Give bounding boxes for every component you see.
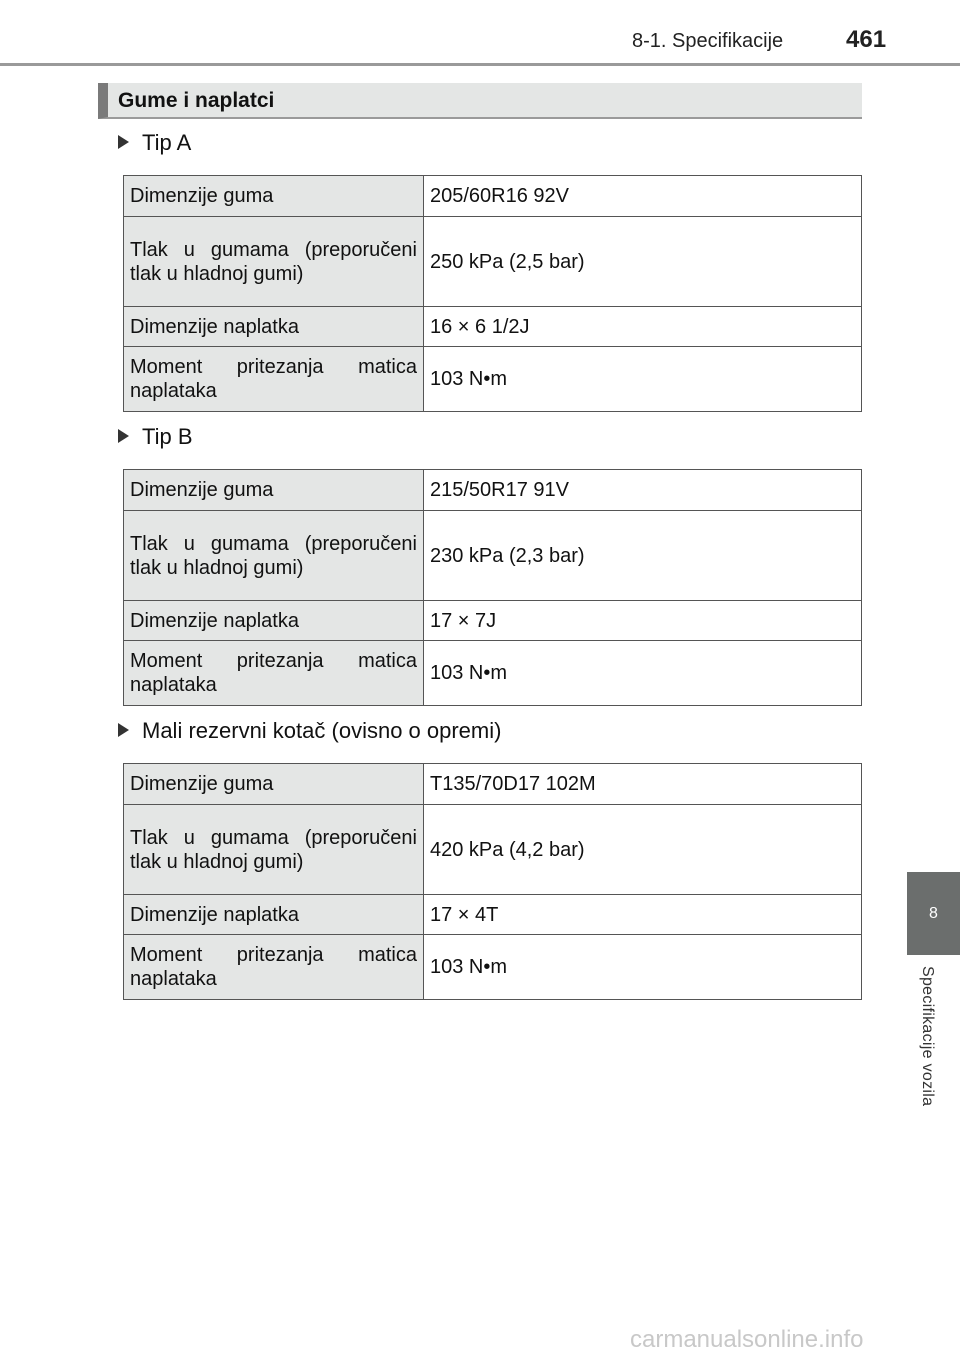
row-value: 17 × 4T — [424, 895, 862, 935]
page-number: 461 — [846, 26, 887, 53]
row-label: Dimenzije guma — [124, 176, 424, 217]
table-row — [124, 470, 862, 511]
table-row — [124, 764, 862, 805]
row-label: Dimenzije guma — [124, 470, 424, 511]
table-row — [124, 176, 862, 217]
row-value: 103 N•m — [424, 641, 862, 706]
table-row — [124, 895, 862, 935]
table-row — [124, 641, 862, 706]
row-label: Tlak u gumama (preporučeni tlak u hladnoj gumi) — [124, 805, 424, 895]
arrow-right-icon — [118, 723, 129, 737]
table-row — [124, 935, 862, 1000]
header-rule — [0, 63, 960, 66]
spec-table-spare-wheel — [123, 763, 862, 1000]
table-row — [124, 307, 862, 347]
row-label: Moment pritezanja matica naplataka — [124, 347, 424, 412]
row-value: 215/50R17 91V — [424, 470, 862, 511]
row-value: 103 N•m — [424, 347, 862, 412]
row-value: 103 N•m — [424, 935, 862, 1000]
section-heading — [98, 83, 862, 119]
table-row — [124, 217, 862, 307]
row-value: 230 kPa (2,3 bar) — [424, 511, 862, 601]
section-heading-text: Gume i naplatci — [118, 89, 275, 112]
row-label: Dimenzije naplatka — [124, 307, 424, 347]
spec-table-tip-b — [123, 469, 862, 706]
chapter-tab[interactable] — [907, 872, 960, 955]
watermark: carmanualsonline.info — [630, 1326, 864, 1353]
table-row — [124, 805, 862, 895]
subheading-label: Tip B — [142, 424, 193, 449]
row-value: 16 × 6 1/2J — [424, 307, 862, 347]
row-value: 250 kPa (2,5 bar) — [424, 217, 862, 307]
subheading-label: Mali rezervni kotač (ovisno o opremi) — [142, 718, 502, 743]
row-label: Moment pritezanja matica naplataka — [124, 641, 424, 706]
row-value: 17 × 7J — [424, 601, 862, 641]
row-label: Dimenzije guma — [124, 764, 424, 805]
row-label: Dimenzije naplatka — [124, 895, 424, 935]
chapter-tab-label: Specifikacije vozila — [919, 966, 936, 1107]
arrow-right-icon — [118, 135, 129, 149]
row-value: 420 kPa (4,2 bar) — [424, 805, 862, 895]
row-value: T135/70D17 102M — [424, 764, 862, 805]
subheading-tip-a — [118, 130, 191, 156]
chapter-tab-number: 8 — [929, 904, 938, 922]
subheading-tip-b — [118, 424, 193, 450]
row-label: Moment pritezanja matica naplataka — [124, 935, 424, 1000]
subheading-label: Tip A — [142, 130, 192, 155]
row-value: 205/60R16 92V — [424, 176, 862, 217]
table-row — [124, 601, 862, 641]
row-label: Tlak u gumama (preporučeni tlak u hladnoj gumi) — [124, 511, 424, 601]
table-row — [124, 347, 862, 412]
chapter-header-title: 8-1. Specifikacije — [632, 30, 784, 52]
row-label: Tlak u gumama (preporučeni tlak u hladnoj gumi) — [124, 217, 424, 307]
row-label: Dimenzije naplatka — [124, 601, 424, 641]
subheading-spare-wheel — [118, 718, 501, 744]
arrow-right-icon — [118, 429, 129, 443]
spec-table-tip-a — [123, 175, 862, 412]
table-row — [124, 511, 862, 601]
